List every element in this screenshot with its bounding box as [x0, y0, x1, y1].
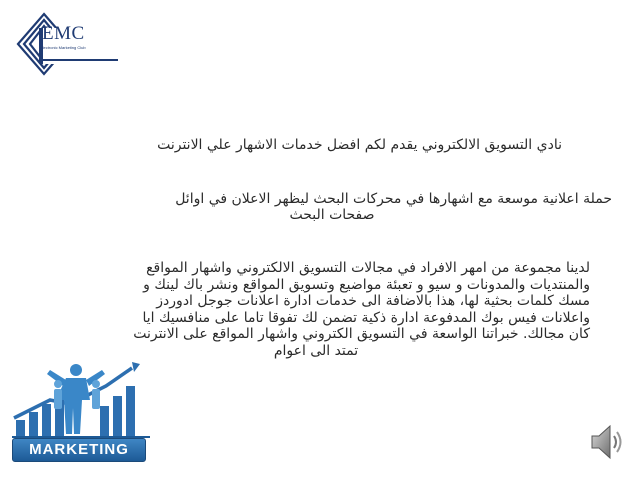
text-line: صفحات البحث — [289, 207, 375, 223]
text-line: لدينا مجموعة من امهر الافراد في مجالات التسويق الالكتروني واشهار المواقع — [146, 260, 590, 276]
text-line: حملة اعلانية موسعة مع اشهارها في محركات البحث ليظهر الاعلان في اوائل — [175, 191, 612, 207]
text-line: نادي التسويق الالكتروني يقدم لكم افضل خدمات الاشهار علي الانترنت — [157, 137, 562, 153]
text-line: مسك كلمات بحثية لها، هذا بالاضافة الى خدمات ادارة اعلانات جوجل ادوردز — [156, 293, 590, 309]
services-paragraph — [42, 260, 590, 359]
logo-subtext: Electronic Marketing Club — [40, 45, 86, 50]
intro-paragraph — [22, 137, 562, 153]
speaker-icon[interactable] — [588, 422, 624, 462]
logo-text: EMC — [42, 23, 85, 44]
text-line: واعلانات فيس بوك المدفوعة ادارة ذكية تضمن لك تفوقا تاما على منافسيك ايا — [142, 309, 590, 326]
text-line: والمنتديات والمدونات و سيو و تعبئة مواضيع وتسويق المواقع ونشر باك لينك و — [143, 276, 590, 293]
text-line: كان مجالك. خبراتنا الواسعة في التسويق الكتروني واشهار المواقع على الانترنت — [133, 326, 590, 342]
marketing-label: MARKETING — [12, 438, 146, 462]
text-line: تمتد الى اعوام — [273, 342, 359, 359]
campaign-paragraph — [52, 191, 612, 223]
